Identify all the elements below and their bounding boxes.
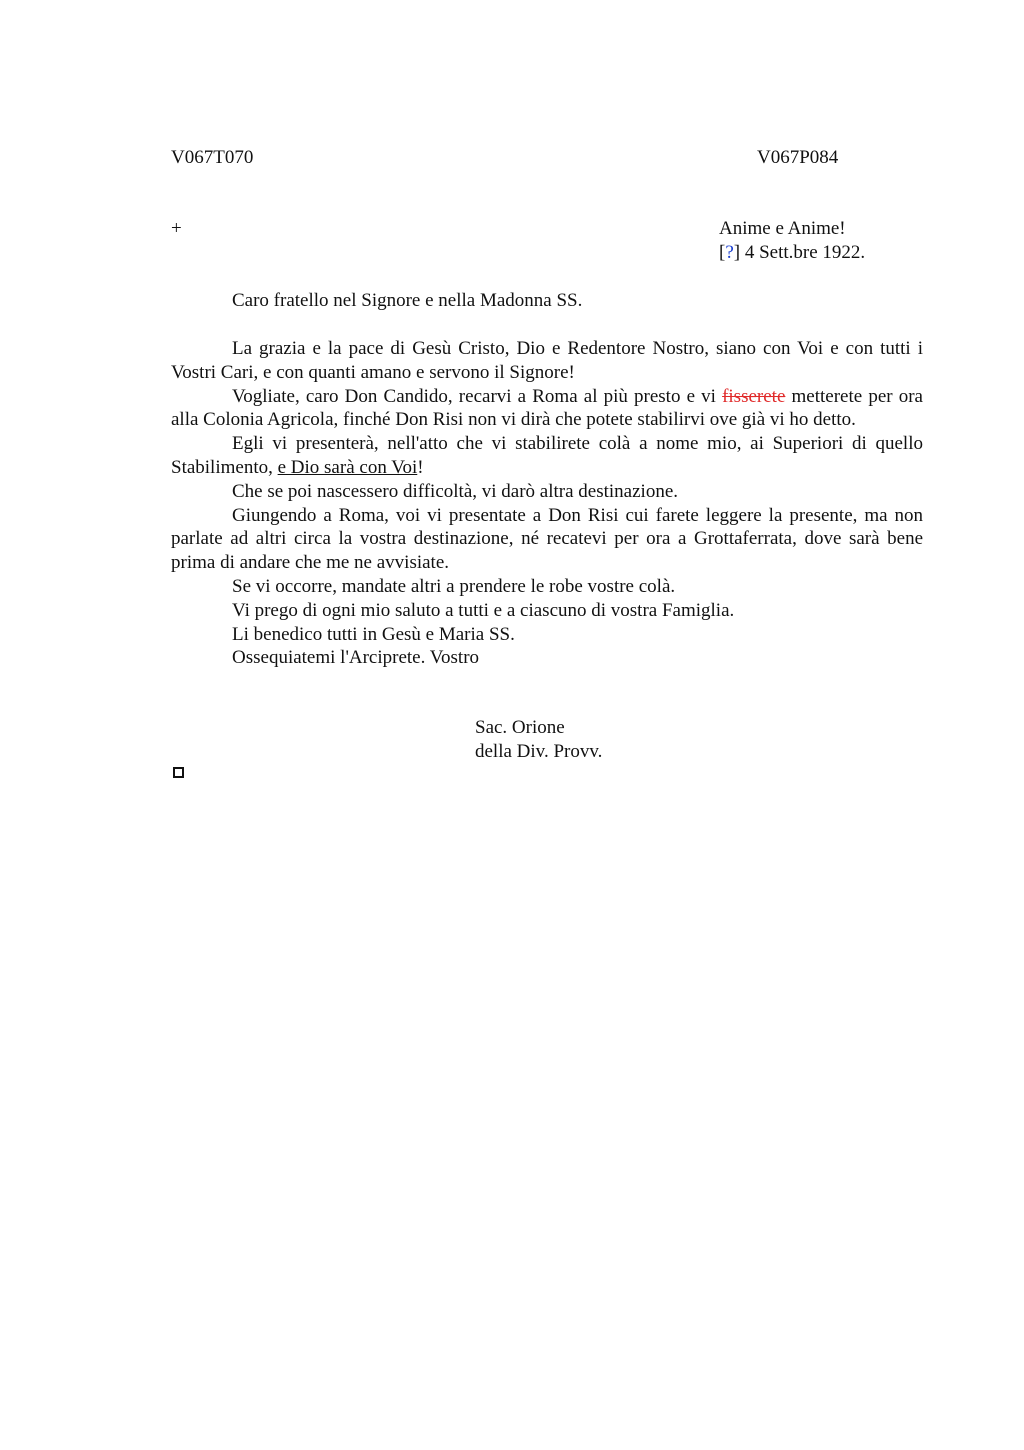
letter-date	[719, 241, 865, 265]
paragraph: Vi prego di ogni mio saluto a tutti e a ciascuno di vostra Famiglia.	[232, 599, 735, 621]
paragraph: Se vi occorre, mandate altri a prendere le robe vostre colà.	[232, 575, 676, 597]
salutation: Caro fratello nel Signore e nella Madonna SS.	[232, 290, 583, 311]
volume-text-code: V067T070	[171, 147, 254, 168]
date-text: 4 Sett.bre 1922.	[740, 242, 866, 263]
paragraph	[171, 385, 923, 433]
letter-body	[171, 337, 923, 670]
volume-page-code: V067P084	[757, 147, 839, 168]
end-of-document-square-icon	[173, 767, 184, 778]
deleted-word: fisserete	[722, 385, 786, 407]
letter-place: Anime e Anime!	[719, 218, 846, 239]
cross-mark: +	[171, 218, 182, 239]
paragraph: Che se poi nascessero difficoltà, vi darò altra destinazione.	[232, 480, 678, 502]
paragraph: Ossequiatemi l'Arciprete. Vostro	[232, 647, 480, 669]
paragraph	[171, 432, 923, 480]
paragraph-text: metterete per ora alla Colonia Agricola, finché Don Risi non vi dirà che potete stabilirvi ove già vi ho detto.	[171, 385, 923, 431]
uncertain-mark: ?	[725, 242, 734, 263]
bracket-close: ]	[733, 242, 741, 263]
paragraph: Giungendo a Roma, voi vi presentate a Don Risi cui farete leggere la presente, ma non parlate ad altri circa la vostra destinazione, né recatevi per ora a Grottaferrata, dove sarà bene prima di andare che me ne avvisiate.	[171, 504, 923, 574]
paragraph-text: Egli vi presenterà, nell'atto che vi stabilirete colà a nome mio, ai Superiori di quello Stabilimento,	[171, 433, 923, 478]
underlined-phrase: e Dio sarà con Voi	[277, 456, 418, 478]
paragraph: Li benedico tutti in Gesù e Maria SS.	[232, 623, 515, 645]
paragraph: La grazia e la pace di Gesù Cristo, Dio e Redentore Nostro, siano con Voi e con tutti i Vostri Cari, e con quanti amano e servono il Signore!	[171, 338, 923, 383]
paragraph-text: Vogliate, caro Don Candido, recarvi a Roma al più presto e vi	[232, 385, 723, 407]
signature-name: Sac. Orione	[475, 717, 565, 738]
paragraph-text: !	[417, 456, 424, 478]
bracket-open: [	[719, 242, 726, 263]
signature-title: della Div. Provv.	[475, 741, 603, 762]
